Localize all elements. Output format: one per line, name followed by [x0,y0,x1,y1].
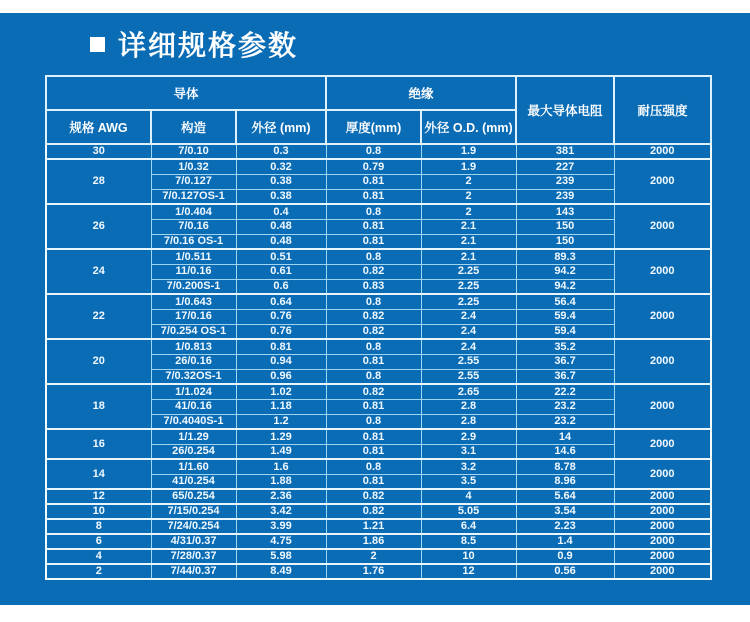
cell-awg: 14 [46,459,151,489]
header-awg: 规格 AWG [46,110,151,144]
cell-insulation-od: 3.1 [421,444,516,459]
cell-resistance: 94.2 [516,264,614,279]
spec-table [45,75,712,580]
header-insulation-od: 外径 O.D. (mm) [421,110,516,144]
cell-insulation-od: 2 [421,204,516,219]
cell-thickness: 0.81 [326,189,421,204]
table-row [46,384,711,399]
cell-voltage: 2000 [614,504,711,519]
cell-outer-diameter: 0.64 [236,294,326,309]
cell-insulation-od: 2.1 [421,219,516,234]
cell-construction: 17/0.16 [151,309,236,324]
table-row [46,339,711,354]
header-construction: 构造 [151,110,236,144]
cell-thickness: 0.8 [326,204,421,219]
header-voltage-strength: 耐压强度 [614,76,711,144]
cell-thickness: 0.8 [326,369,421,384]
cell-insulation-od: 2.1 [421,249,516,264]
cell-construction: 7/28/0.37 [151,549,236,564]
table-row [46,534,711,549]
cell-outer-diameter: 0.3 [236,144,326,159]
cell-awg: 8 [46,519,151,534]
cell-awg: 24 [46,249,151,294]
cell-resistance: 5.64 [516,489,614,504]
cell-resistance: 36.7 [516,369,614,384]
cell-insulation-od: 2.1 [421,234,516,249]
table-row [46,159,711,174]
cell-voltage: 2000 [614,294,711,339]
cell-outer-diameter: 5.98 [236,549,326,564]
cell-outer-diameter: 1.49 [236,444,326,459]
cell-voltage: 2000 [614,144,711,159]
cell-insulation-od: 3.5 [421,474,516,489]
cell-thickness: 0.79 [326,159,421,174]
cell-construction: 7/0.254 OS-1 [151,324,236,339]
cell-outer-diameter: 1.6 [236,459,326,474]
cell-resistance: 239 [516,189,614,204]
cell-construction: 7/44/0.37 [151,564,236,579]
cell-construction: 7/0.10 [151,144,236,159]
section-title [90,26,298,62]
cell-voltage: 2000 [614,534,711,549]
table-row [46,144,711,159]
cell-thickness: 0.82 [326,324,421,339]
cell-construction: 7/0.127 [151,174,236,189]
cell-resistance: 239 [516,174,614,189]
cell-thickness: 0.8 [326,144,421,159]
cell-resistance: 8.78 [516,459,614,474]
cell-thickness: 0.83 [326,279,421,294]
cell-outer-diameter: 3.42 [236,504,326,519]
cell-voltage: 2000 [614,489,711,504]
cell-insulation-od: 2.9 [421,429,516,444]
cell-thickness: 0.8 [326,414,421,429]
header-conductor-group: 导体 [46,76,326,110]
header-max-resistance: 最大导体电阻 [516,76,614,144]
cell-construction: 41/0.16 [151,399,236,414]
cell-voltage: 2000 [614,204,711,249]
cell-resistance: 1.4 [516,534,614,549]
table-row [46,504,711,519]
cell-resistance: 14 [516,429,614,444]
cell-thickness: 0.81 [326,354,421,369]
header-outer-diameter: 外径 (mm) [236,110,326,144]
cell-voltage: 2000 [614,564,711,579]
cell-resistance: 381 [516,144,614,159]
cell-awg: 6 [46,534,151,549]
cell-resistance: 0.56 [516,564,614,579]
cell-outer-diameter: 0.48 [236,219,326,234]
cell-construction: 1/0.511 [151,249,236,264]
cell-voltage: 2000 [614,339,711,384]
cell-thickness: 0.81 [326,429,421,444]
cell-outer-diameter: 3.99 [236,519,326,534]
cell-thickness: 0.81 [326,234,421,249]
cell-outer-diameter: 0.76 [236,324,326,339]
cell-outer-diameter: 4.75 [236,534,326,549]
cell-resistance: 3.54 [516,504,614,519]
table-row [46,459,711,474]
cell-resistance: 23.2 [516,414,614,429]
cell-construction: 7/0.200S-1 [151,279,236,294]
cell-voltage: 2000 [614,429,711,459]
cell-awg: 12 [46,489,151,504]
cell-outer-diameter: 8.49 [236,564,326,579]
table-row [46,519,711,534]
cell-resistance: 0.9 [516,549,614,564]
table-row [46,294,711,309]
cell-thickness: 0.8 [326,459,421,474]
header-thickness: 厚度(mm) [326,110,421,144]
cell-awg: 18 [46,384,151,429]
cell-voltage: 2000 [614,159,711,204]
cell-insulation-od: 2.25 [421,264,516,279]
cell-construction: 7/0.4040S-1 [151,414,236,429]
cell-insulation-od: 4 [421,489,516,504]
cell-resistance: 59.4 [516,324,614,339]
table-row [46,564,711,579]
table-row [46,204,711,219]
cell-awg: 10 [46,504,151,519]
cell-awg: 28 [46,159,151,204]
cell-insulation-od: 2.55 [421,369,516,384]
cell-thickness: 0.82 [326,504,421,519]
cell-thickness: 0.82 [326,309,421,324]
cell-thickness: 0.82 [326,489,421,504]
table-row [46,549,711,564]
cell-awg: 4 [46,549,151,564]
cell-construction: 11/0.16 [151,264,236,279]
cell-resistance: 143 [516,204,614,219]
cell-outer-diameter: 0.96 [236,369,326,384]
cell-resistance: 56.4 [516,294,614,309]
cell-construction: 1/0.32 [151,159,236,174]
cell-insulation-od: 2 [421,174,516,189]
cell-resistance: 89.3 [516,249,614,264]
cell-voltage: 2000 [614,519,711,534]
cell-insulation-od: 2.8 [421,399,516,414]
cell-insulation-od: 2.4 [421,339,516,354]
cell-construction: 1/0.404 [151,204,236,219]
cell-voltage: 2000 [614,549,711,564]
cell-outer-diameter: 0.94 [236,354,326,369]
square-bullet-icon [90,37,105,52]
cell-resistance: 36.7 [516,354,614,369]
page-title: 详细规格参数 [118,30,299,61]
cell-insulation-od: 1.9 [421,144,516,159]
cell-insulation-od: 2.4 [421,324,516,339]
cell-thickness: 1.76 [326,564,421,579]
cell-awg: 22 [46,294,151,339]
cell-resistance: 2.23 [516,519,614,534]
cell-outer-diameter: 0.48 [236,234,326,249]
cell-voltage: 2000 [614,459,711,489]
cell-construction: 1/0.643 [151,294,236,309]
cell-voltage: 2000 [614,249,711,294]
cell-outer-diameter: 1.88 [236,474,326,489]
table-row [46,249,711,264]
cell-thickness: 0.82 [326,384,421,399]
cell-outer-diameter: 0.51 [236,249,326,264]
cell-resistance: 22.2 [516,384,614,399]
cell-insulation-od: 6.4 [421,519,516,534]
cell-resistance: 227 [516,159,614,174]
cell-outer-diameter: 0.61 [236,264,326,279]
cell-outer-diameter: 1.29 [236,429,326,444]
cell-resistance: 94.2 [516,279,614,294]
cell-construction: 41/0.254 [151,474,236,489]
cell-thickness: 0.81 [326,444,421,459]
cell-construction: 4/31/0.37 [151,534,236,549]
blue-background-panel [0,13,750,605]
cell-thickness: 0.8 [326,294,421,309]
cell-construction: 7/0.16 [151,219,236,234]
cell-outer-diameter: 1.18 [236,399,326,414]
cell-insulation-od: 10 [421,549,516,564]
cell-thickness: 1.21 [326,519,421,534]
cell-insulation-od: 8.5 [421,534,516,549]
cell-outer-diameter: 0.4 [236,204,326,219]
cell-outer-diameter: 0.76 [236,309,326,324]
cell-insulation-od: 2.8 [421,414,516,429]
cell-insulation-od: 2.25 [421,279,516,294]
cell-insulation-od: 2 [421,189,516,204]
cell-insulation-od: 2.25 [421,294,516,309]
cell-resistance: 150 [516,219,614,234]
cell-thickness: 2 [326,549,421,564]
cell-construction: 7/15/0.254 [151,504,236,519]
cell-construction: 7/0.16 OS-1 [151,234,236,249]
cell-insulation-od: 1.9 [421,159,516,174]
cell-awg: 20 [46,339,151,384]
header-insulation-group: 绝缘 [326,76,516,110]
cell-construction: 1/0.813 [151,339,236,354]
cell-thickness: 0.8 [326,249,421,264]
table-row [46,429,711,444]
cell-construction: 7/0.127OS-1 [151,189,236,204]
cell-construction: 7/0.32OS-1 [151,369,236,384]
cell-insulation-od: 12 [421,564,516,579]
cell-awg: 16 [46,429,151,459]
table-row [46,489,711,504]
header-group-row [46,76,711,110]
cell-voltage: 2000 [614,384,711,429]
cell-resistance: 14.6 [516,444,614,459]
cell-thickness: 0.8 [326,339,421,354]
cell-resistance: 150 [516,234,614,249]
cell-resistance: 8.96 [516,474,614,489]
cell-thickness: 0.82 [326,264,421,279]
cell-outer-diameter: 0.6 [236,279,326,294]
cell-thickness: 0.81 [326,399,421,414]
cell-awg: 2 [46,564,151,579]
cell-resistance: 23.2 [516,399,614,414]
cell-construction: 1/1.60 [151,459,236,474]
cell-insulation-od: 3.2 [421,459,516,474]
cell-insulation-od: 2.55 [421,354,516,369]
cell-construction: 26/0.16 [151,354,236,369]
cell-construction: 65/0.254 [151,489,236,504]
cell-resistance: 35.2 [516,339,614,354]
cell-awg: 30 [46,144,151,159]
cell-awg: 26 [46,204,151,249]
cell-thickness: 1.86 [326,534,421,549]
cell-outer-diameter: 0.81 [236,339,326,354]
cell-resistance: 59.4 [516,309,614,324]
cell-construction: 7/24/0.254 [151,519,236,534]
cell-thickness: 0.81 [326,474,421,489]
cell-construction: 1/1.29 [151,429,236,444]
cell-thickness: 0.81 [326,174,421,189]
cell-outer-diameter: 1.2 [236,414,326,429]
cell-outer-diameter: 0.38 [236,174,326,189]
cell-insulation-od: 2.65 [421,384,516,399]
cell-outer-diameter: 1.02 [236,384,326,399]
cell-outer-diameter: 2.36 [236,489,326,504]
cell-outer-diameter: 0.32 [236,159,326,174]
cell-outer-diameter: 0.38 [236,189,326,204]
cell-construction: 26/0.254 [151,444,236,459]
cell-thickness: 0.81 [326,219,421,234]
cell-insulation-od: 2.4 [421,309,516,324]
cell-insulation-od: 5.05 [421,504,516,519]
cell-construction: 1/1.024 [151,384,236,399]
